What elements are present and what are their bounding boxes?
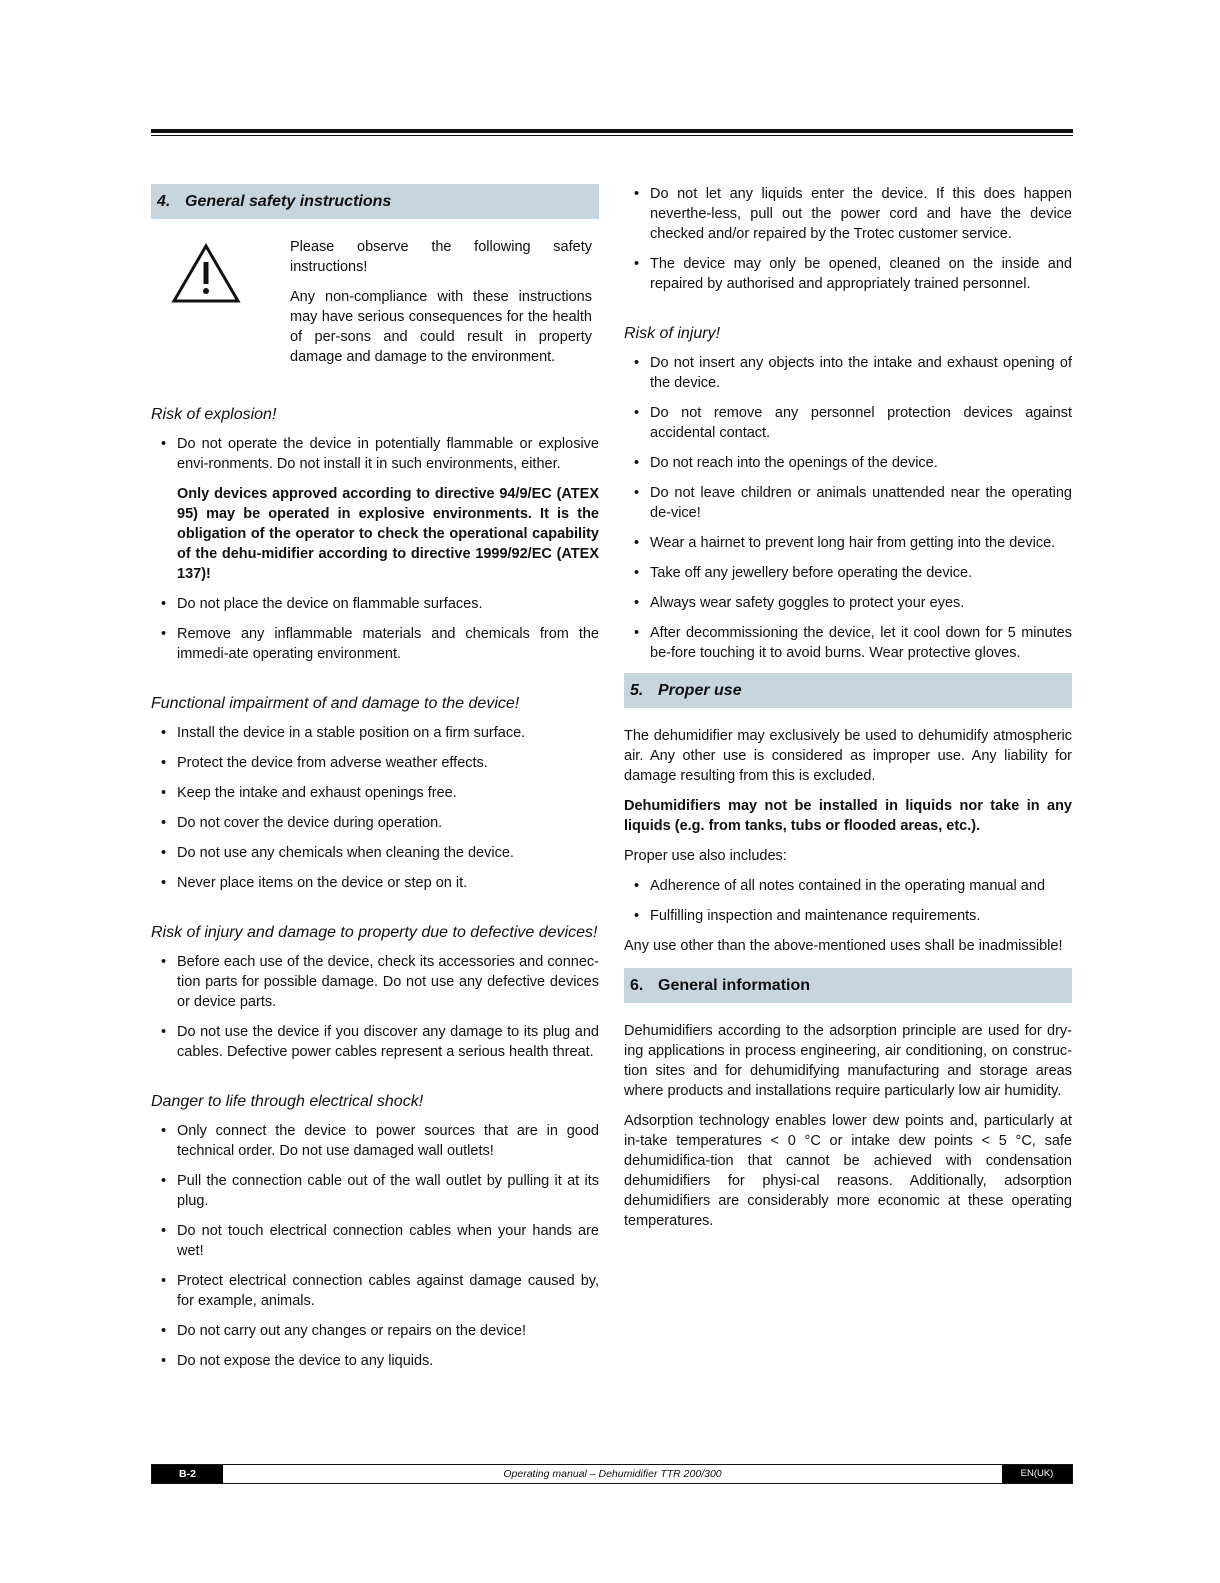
language-code: EN(UK) [1002,1465,1072,1483]
list-item: • Remove any inflammable materials and chemicals from the immedi-ate operating environment. [151,624,599,664]
paragraph-bold: Dehumidifiers may not be installed in liquids nor take in any liquids (e.g. from tanks, tubs or flooded areas, etc.). [624,798,1072,834]
list-item: • Do not remove any personnel protection devices against accidental contact. [624,403,1072,443]
page-number: B-2 [152,1465,223,1483]
list-item: • Do not expose the device to any liquids. [151,1351,599,1371]
list-item: • Do not use the device if you discover any damage to its plug and cables. Defective power cables represent a serious health threat. [151,1022,599,1062]
list-item: • Fulfilling inspection and maintenance requirements. [624,906,1072,926]
liquids-list [624,184,1072,294]
subheading-defective: Risk of injury and damage to property due to defective devices! [151,924,598,941]
paragraph: Dehumidifiers according to the adsorption principle are used for dry-ing applications in process engineering, air conditioning, on construc-tion sites and for dehumidifying manufacturing and storage areas where products and installations require particularly low air humidity. [624,1023,1072,1099]
list-item: • Do not carry out any changes or repairs on the device! [151,1321,599,1341]
warning-triangle-icon [151,237,290,377]
header-rule [151,129,1073,136]
section-title: General safety instructions [185,192,392,210]
section-number: 5. [630,681,644,699]
section-5-heading [624,673,1072,708]
list-item: • Pull the connection cable out of the wall outlet by pulling it at its plug. [151,1171,599,1211]
explosion-list [151,434,599,664]
proper-use-list [624,876,1072,926]
list-item: • Do not let any liquids enter the device. If this does happen neverthe-less, pull out the power cord and have the device checked and/or repaired by the Trotec customer service. [624,184,1072,244]
atex-note: Only devices approved according to directive 94/9/EC (ATEX 95) may be operated in explosive environments. It is the obligation of the operator to check the operational capability of the dehu-midifier according to directive 1999/92/EC (ATEX 137)! [177,486,599,582]
list-item: • Always wear safety goggles to protect your eyes. [624,593,1072,613]
intro-paragraph: Any non-compliance with these instructions may have serious consequences for the health of per-sons and could result in property damage and damage to the environment. [290,289,592,365]
list-item-text: Do not operate the device in potentially flammable or explosive envi-ronments. Do not install it in such environments, either. [177,436,599,472]
injury-list [624,353,1072,663]
list-item: • Wear a hairnet to prevent long hair from getting into the device. [624,533,1072,553]
list-item: • Do not leave children or animals unattended near the operating de-vice! [624,483,1072,523]
paragraph: Proper use also includes: [624,848,787,864]
section-number: 4. [157,192,171,210]
left-column [151,184,599,1381]
paragraph: Adsorption technology enables lower dew points and, particularly at in-take temperatures < 0 °C or intake dew points < 5 °C, safe dehumidifica-tion that cannot be achieved with condensation dehumidifiers for physi-cal reasons. Additionally, adsorption dehumidifiers are considerably more economic at these operating temperatures. [624,1113,1072,1229]
list-item: • Protect the device from adverse weather effects. [151,753,599,773]
list-item [151,434,599,584]
section-6-heading [624,968,1072,1003]
list-item: • Do not place the device on flammable surfaces. [151,594,599,614]
functional-list [151,723,599,893]
page-footer [151,1464,1073,1484]
list-item: • Adherence of all notes contained in the operating manual and [624,876,1072,896]
right-column [624,184,1072,1241]
list-item: • Never place items on the device or step on it. [151,873,599,893]
list-item: • Install the device in a stable position on a firm surface. [151,723,599,743]
section-title: Proper use [658,681,742,699]
list-item: • The device may only be opened, cleaned on the inside and repaired by authorised and appropriately trained personnel. [624,254,1072,294]
intro-paragraph: Please observe the following safety instructions! [290,239,592,275]
section-4-heading [151,184,599,219]
list-item: • Do not cover the device during operation. [151,813,599,833]
subheading-electrical: Danger to life through electrical shock! [151,1093,424,1110]
subheading-injury: Risk of injury! [624,325,721,342]
list-item: • After decommissioning the device, let it cool down for 5 minutes be-fore touching it to avoid burns. Wear protective gloves. [624,623,1072,663]
section-number: 6. [630,976,644,994]
list-item: • Keep the intake and exhaust openings free. [151,783,599,803]
paragraph: The dehumidifier may exclusively be used to dehumidify atmospheric air. Any other use is considered as improper use. Any liability for damage resulting from this is excluded. [624,728,1072,784]
subheading-explosion: Risk of explosion! [151,406,277,423]
subheading-functional: Functional impairment of and damage to the device! [151,695,520,712]
intro-text [290,237,592,377]
list-item: • Do not use any chemicals when cleaning the device. [151,843,599,863]
list-item: • Do not reach into the openings of the device. [624,453,1072,473]
list-item: • Only connect the device to power sources that are in good technical order. Do not use damaged wall outlets! [151,1121,599,1161]
list-item: • Take off any jewellery before operating the device. [624,563,1072,583]
safety-intro [151,237,599,377]
list-item: • Protect electrical connection cables against damage caused by, for example, animals. [151,1271,599,1311]
paragraph: Any use other than the above-mentioned uses shall be inadmissible! [624,938,1063,954]
list-item: • Before each use of the device, check its accessories and connec-tion parts for possible damage. Do not use any defective devices or device parts. [151,952,599,1012]
document-title: Operating manual – Dehumidifier TTR 200/300 [503,1468,722,1480]
list-item: • Do not insert any objects into the intake and exhaust opening of the device. [624,353,1072,393]
list-item: • Do not touch electrical connection cables when your hands are wet! [151,1221,599,1261]
electrical-list [151,1121,599,1371]
section-title: General information [658,976,811,994]
defective-list [151,952,599,1062]
